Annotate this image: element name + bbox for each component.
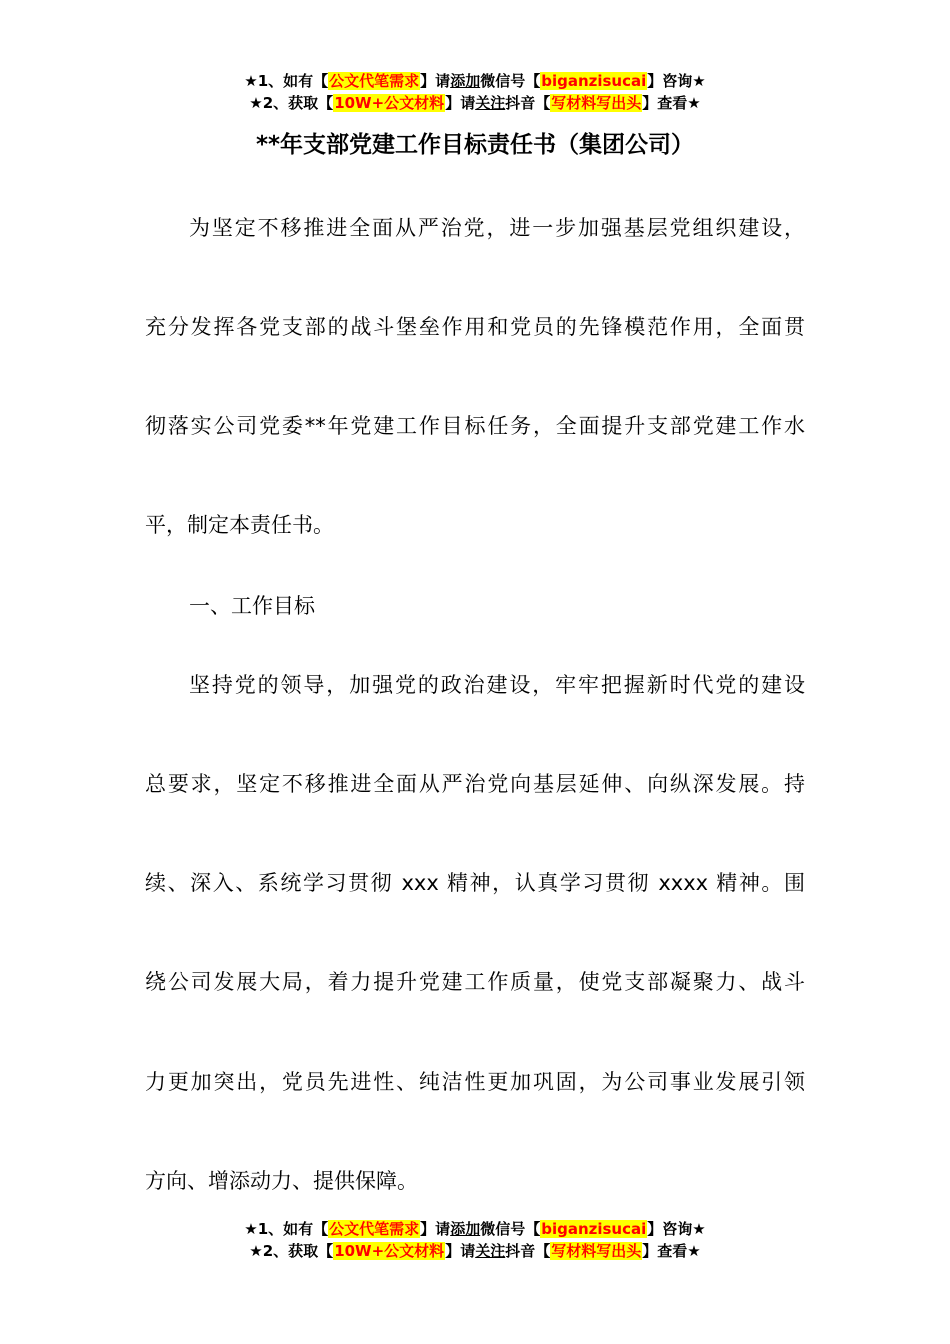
top-banner (0, 70, 950, 114)
paragraph-line: 绕公司发展大局，着力提升党建工作质量，使党支部凝聚力、战斗 (145, 970, 805, 994)
douyin-account-highlight: 写材料写出头 (551, 94, 642, 112)
paragraph-line: 彻落实公司党委**年党建工作目标任务，全面提升支部党建工作水 (145, 414, 805, 438)
materials-highlight: 10W+公文材料 (334, 94, 445, 112)
wechat-id-highlight: biganzisucai (541, 72, 647, 90)
top-banner-line-1 (0, 70, 950, 92)
paragraph-line: 力更加突出，党员先进性、纯洁性更加巩固，为公司事业发展引领 (145, 1070, 805, 1094)
document-title: **年支部党建工作目标责任书（集团公司） (255, 132, 695, 158)
banner-text: 】咨询★ (647, 1220, 706, 1238)
ghostwriting-highlight: 公文代笔需求 (329, 1220, 420, 1238)
paragraph-line: 充分发挥各党支部的战斗堡垒作用和党员的先锋模范作用，全面贯 (145, 315, 805, 339)
banner-text: 】请 (445, 94, 476, 112)
paragraph-line: 续、深入、系统学习贯彻 xxx 精神，认真学习贯彻 xxxx 精神。围 (145, 871, 805, 895)
banner-text: 抖音【 (505, 1242, 551, 1260)
bottom-banner (0, 1218, 950, 1262)
banner-text: ★2、获取【 (249, 1242, 334, 1260)
banner-text: 】查看★ (642, 1242, 701, 1260)
bottom-banner-line-1 (0, 1218, 950, 1240)
douyin-account-highlight: 写材料写出头 (551, 1242, 642, 1260)
banner-text: 微信号【 (480, 1220, 541, 1238)
paragraph-line: 方向、增添动力、提供保障。 (145, 1169, 418, 1193)
banner-text: ★1、如有【 (244, 72, 329, 90)
follow-underlined-text: 关注 (475, 1242, 506, 1260)
ghostwriting-highlight: 公文代笔需求 (329, 72, 420, 90)
banner-text: 】查看★ (642, 94, 701, 112)
banner-text: 】请 (420, 72, 451, 90)
wechat-id-highlight: biganzisucai (541, 1220, 647, 1238)
paragraph-line: 坚持党的领导，加强党的政治建设，牢牢把握新时代党的建设 (189, 673, 805, 697)
paragraph-line: 为坚定不移推进全面从严治党，进一步加强基层党组织建设， (189, 216, 805, 240)
banner-text: 微信号【 (480, 72, 541, 90)
top-banner-line-2 (0, 92, 950, 114)
paragraph-line: 平，制定本责任书。 (145, 513, 334, 537)
banner-text: ★2、获取【 (249, 94, 334, 112)
banner-text: 】请 (420, 1220, 451, 1238)
section-heading: 一、工作目标 (189, 594, 315, 618)
paragraph-line: 总要求，坚定不移推进全面从严治党向基层延伸、向纵深发展。持 (145, 772, 805, 796)
banner-text: 】咨询★ (647, 72, 706, 90)
follow-underlined-text: 关注 (475, 94, 506, 112)
materials-highlight: 10W+公文材料 (334, 1242, 445, 1260)
add-underlined-text: 添加 (450, 72, 481, 90)
add-underlined-text: 添加 (450, 1220, 481, 1238)
banner-text: 抖音【 (505, 94, 551, 112)
banner-text: 】请 (445, 1242, 476, 1260)
bottom-banner-line-2 (0, 1240, 950, 1262)
banner-text: ★1、如有【 (244, 1220, 329, 1238)
